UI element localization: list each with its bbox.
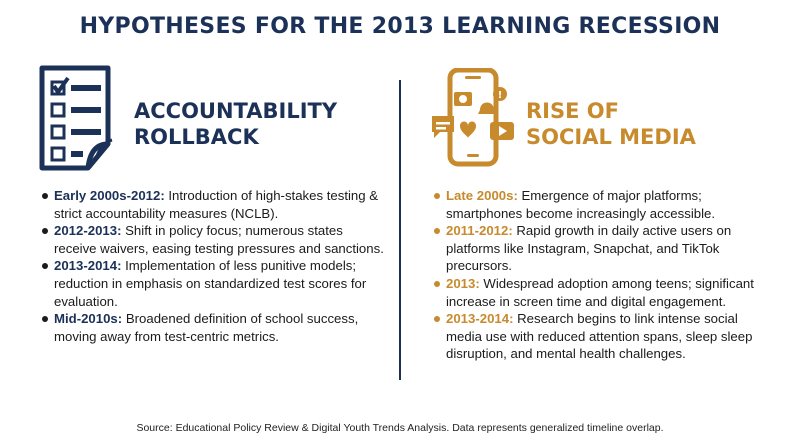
item-text: Research begins to link intense social media use with reduced attention spans, sleep sleep disruption, and mental health challenges. [446,311,753,362]
heading-line-1: RISE OF [526,99,619,123]
list-item [430,310,775,363]
social-media-header [430,64,775,179]
item-label: 2013-2014: [54,258,122,274]
social-media-list [430,187,775,363]
heading-line-2: SOCIAL MEDIA [526,125,696,149]
accountability-list [38,187,388,345]
accountability-column [38,64,388,344]
list-item [430,187,775,222]
item-text: Introduction of high-stakes testing & strict accountability measures (NCLB). [54,188,379,221]
item-label: 2013-2014: [446,311,514,327]
item-label: 2013: [446,275,480,291]
list-item [38,257,388,310]
item-text: Emergence of major platforms; smartphones become increasingly accessible. [446,188,716,221]
list-item [430,222,775,275]
checklist-icon [38,64,120,177]
social-media-heading [526,98,696,150]
item-label: Late 2000s: [446,188,518,203]
column-divider [399,80,401,380]
item-label: Mid-2010s: [54,311,123,327]
item-text: Shift in policy focus; numerous states receive waivers, easing testing pressures and sanctions. [54,223,384,256]
svg-text:!: ! [497,90,503,101]
item-text: Implementation of less punitive models; reduction in emphasis on standardized test scores for evaluation. [54,258,367,309]
smartphone-social-icon [430,68,520,173]
list-item [38,310,388,345]
list-item [38,222,388,257]
accountability-header [38,64,388,179]
item-text: Widespread adoption among teens; significant increase in screen time and digital engagement. [446,275,754,309]
item-label: 2012-2013: [54,223,122,239]
item-text: Broadened definition of school success, moving away from test-centric metrics. [54,311,359,344]
item-text: Rapid growth in daily active users on platforms like Instagram, Snapchat, and TikTok precursors. [446,223,732,274]
page-title: HYPOTHESES FOR THE 2013 LEARNING RECESSION [79,14,721,39]
heading-line-2: ROLLBACK [134,125,259,149]
list-item [38,187,388,222]
list-item [430,275,775,310]
item-label: Early 2000s-2012: [54,188,165,203]
item-label: 2011-2012: [446,223,513,239]
accountability-heading [134,98,337,150]
social-media-column [430,64,775,362]
heading-line-1: ACCOUNTABILITY [134,99,338,123]
source-note: Source: Educational Policy Review & Digital Youth Trends Analysis. Data represents generalized timeline overlap. [136,422,664,434]
